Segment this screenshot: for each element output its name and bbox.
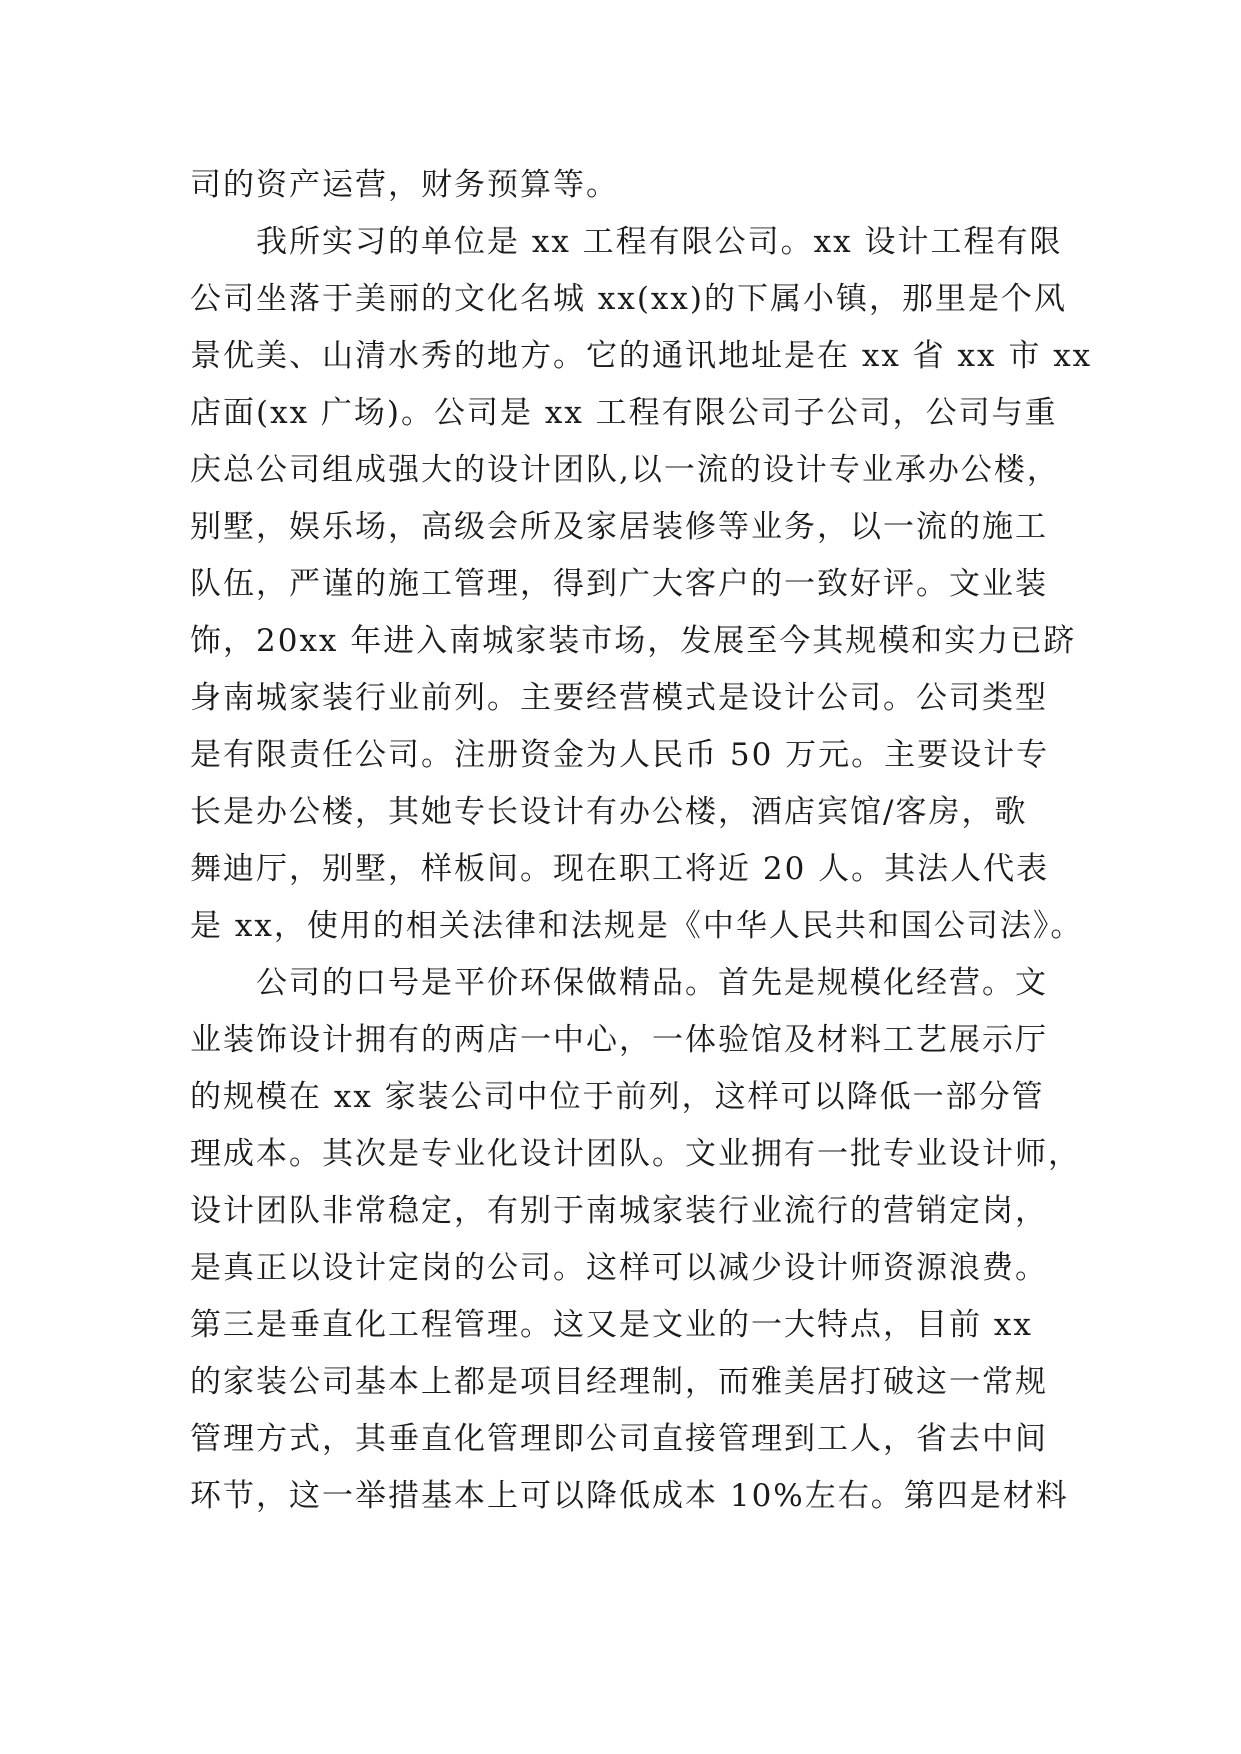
text-line: 庆总公司组成强大的设计团队,以一流的设计专业承办公楼， [190, 452, 1060, 488]
text-line: 环节，这一举措基本上可以降低成本 10%左右。第四是材料 [190, 1478, 1069, 1514]
text-line: 设计团队非常稳定，有别于南城家装行业流行的营销定岗， [190, 1193, 1048, 1229]
text-line: 的家装公司基本上都是项目经理制，而雅美居打破这一常规 [190, 1364, 1048, 1400]
text-line: 景优美、山清水秀的地方。它的通讯地址是在 xx 省 xx 市 xx [190, 338, 1093, 374]
body-text [190, 157, 1093, 1525]
text-line: 的规模在 xx 家装公司中位于前列，这样可以降低一部分管 [190, 1079, 1045, 1115]
text-line: 别墅，娱乐场，高级会所及家居装修等业务，以一流的施工 [190, 509, 1048, 545]
text-line: 店面(xx 广场)。公司是 xx 工程有限公司子公司，公司与重 [190, 395, 1058, 431]
text-line: 队伍，严谨的施工管理，得到广大客户的一致好评。文业装 [190, 566, 1048, 602]
text-line: 舞迪厅，别墅，样板间。现在职工将近 20 人。其法人代表 [190, 851, 1050, 887]
text-line: 长是办公楼，其她专长设计有办公楼，酒店宾馆/客房，歌 [190, 794, 1028, 830]
text-line: 公司坐落于美丽的文化名城 xx(xx)的下属小镇，那里是个风 [190, 281, 1067, 317]
text-line: 是 xx，使用的相关法律和法规是《中华人民共和国公司法》。 [190, 908, 1084, 944]
paragraph-start-line: 我所实习的单位是 xx 工程有限公司。xx 设计工程有限 [256, 224, 1063, 260]
text-line: 是有限责任公司。注册资金为人民币 50 万元。主要设计专 [190, 737, 1050, 773]
text-line: 是真正以设计定岗的公司。这样可以减少设计师资源浪费。 [190, 1250, 1048, 1286]
text-line: 司的资产运营，财务预算等。 [190, 167, 619, 203]
text-line: 饰，20xx 年进入南城家装市场，发展至今其规模和实力已跻 [190, 623, 1077, 659]
text-line: 业装饰设计拥有的两店一中心，一体验馆及材料工艺展示厅 [190, 1022, 1048, 1058]
text-line: 身南城家装行业前列。主要经营模式是设计公司。公司类型 [190, 680, 1048, 716]
text-line: 理成本。其次是专业化设计团队。文业拥有一批专业设计师， [190, 1136, 1081, 1172]
paragraph-start-line: 公司的口号是平价环保做精品。首先是规模化经营。文 [256, 965, 1048, 1001]
text-line: 管理方式，其垂直化管理即公司直接管理到工人，省去中间 [190, 1421, 1048, 1457]
text-line: 第三是垂直化工程管理。这又是文业的一大特点，目前 xx [190, 1307, 1033, 1343]
